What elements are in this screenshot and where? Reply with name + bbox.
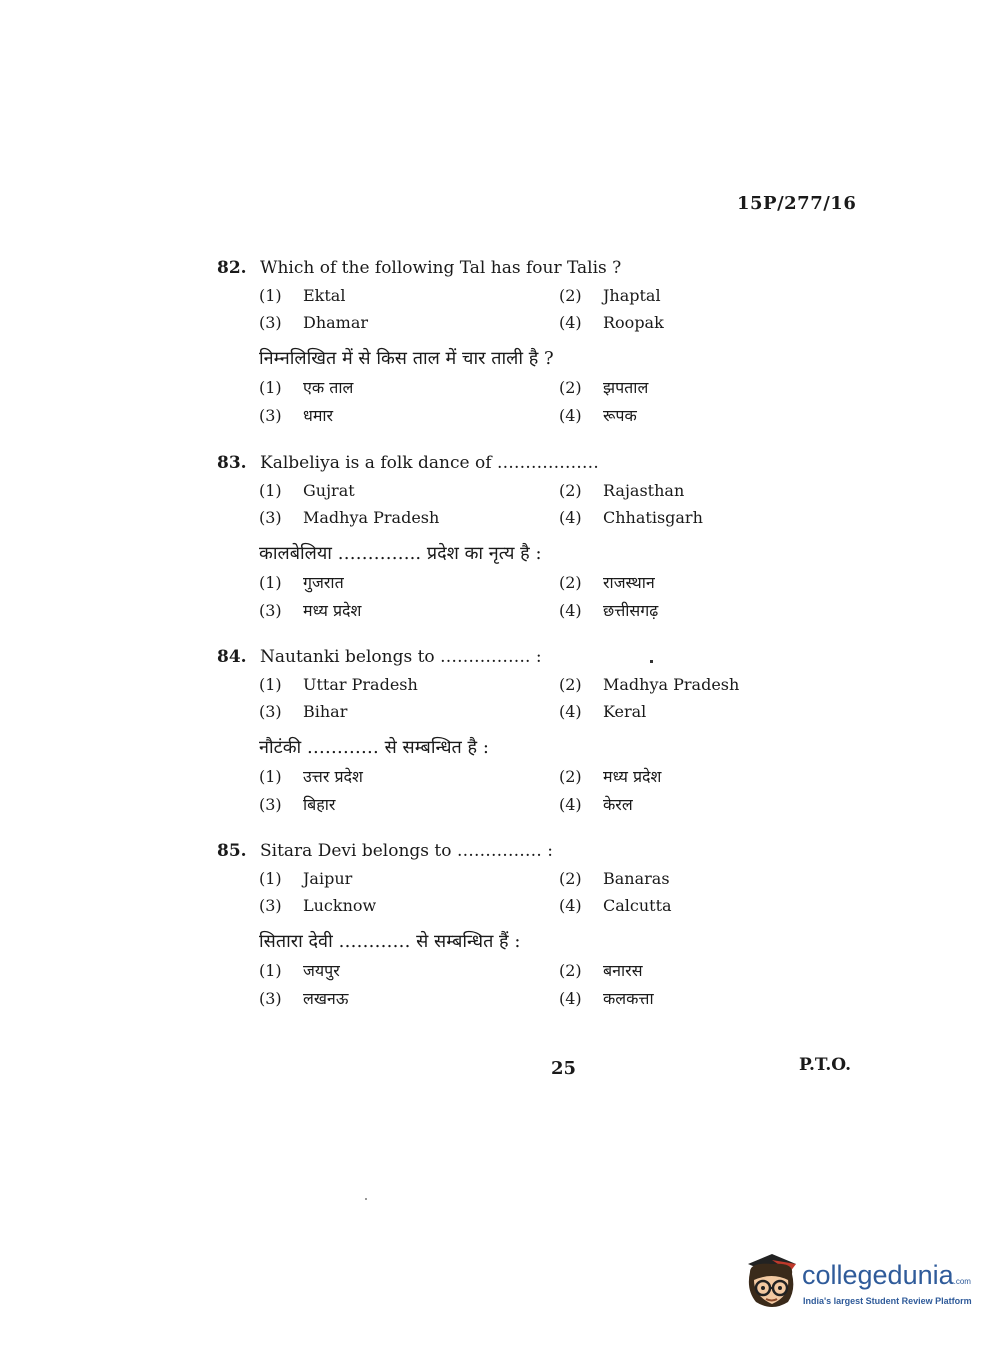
option-3-hi: (3) बिहार	[259, 795, 336, 814]
pto-label: P.T.O.	[799, 1055, 851, 1075]
option-3: (3) Madhya Pradesh	[259, 508, 440, 527]
question-number: 84.	[217, 647, 247, 667]
question-number: 82.	[217, 258, 247, 278]
options-hi	[259, 959, 777, 1015]
option-4: (4) Chhatisgarh	[559, 508, 703, 527]
option-4: (4) Roopak	[559, 313, 664, 332]
option-3-hi: (3) मध्य प्रदेश	[259, 601, 362, 620]
option-1: (1) Jaipur	[259, 869, 353, 888]
option-1: (1) Ektal	[259, 286, 346, 305]
option-1-hi: (1) गुजरात	[259, 573, 344, 592]
option-2-hi: (2) राजस्थान	[559, 573, 655, 592]
question-83	[217, 453, 777, 627]
question-text-en: Kalbeliya is a folk dance of ………………	[260, 453, 599, 473]
question-82	[217, 258, 777, 432]
option-3-hi: (3) लखनऊ	[259, 989, 349, 1008]
option-3: (3) Dhamar	[259, 313, 369, 332]
options-en	[259, 869, 777, 923]
option-4: (4) Calcutta	[559, 896, 672, 915]
option-2: (2) Banaras	[559, 869, 670, 888]
page-number: 25	[551, 1058, 577, 1079]
option-4-hi: (4) छत्तीसगढ़	[559, 601, 659, 620]
option-2-hi: (2) मध्य प्रदेश	[559, 767, 662, 786]
option-1: (1) Uttar Pradesh	[259, 675, 418, 694]
question-text-hi: निम्नलिखित में से किस ताल में चार ताली है ?	[259, 348, 554, 369]
option-1-hi: (1) उत्तर प्रदेश	[259, 767, 363, 786]
options-en	[259, 675, 777, 729]
option-1-hi: (1) एक ताल	[259, 378, 354, 397]
option-3: (3) Lucknow	[259, 896, 377, 915]
question-text-hi: कालबेलिया ………….. प्रदेश का नृत्य है :	[259, 543, 542, 564]
option-4-hi: (4) रूपक	[559, 406, 637, 425]
options-hi	[259, 571, 777, 627]
paper-code: 15P/277/16	[737, 193, 857, 214]
question-text-hi: नौटंकी ………… से सम्बन्धित है :	[259, 737, 489, 758]
options-en	[259, 286, 777, 340]
options-hi	[259, 765, 777, 821]
option-3-hi: (3) धमार	[259, 406, 334, 425]
question-text-en: Nautanki belongs to ……………. :	[260, 647, 542, 667]
graduate-mascot-icon	[742, 1250, 800, 1312]
question-84	[217, 647, 777, 821]
question-text-hi: सितारा देवी ………… से सम्बन्धित हैं :	[259, 931, 521, 952]
collegedunia-logo	[742, 1250, 972, 1320]
option-1-hi: (1) जयपुर	[259, 961, 340, 980]
option-2: (2) Rajasthan	[559, 481, 685, 500]
option-4: (4) Keral	[559, 702, 647, 721]
option-4-hi: (4) केरल	[559, 795, 633, 814]
options-en	[259, 481, 777, 535]
stray-mark	[650, 660, 653, 663]
brand-name: collegedunia.com	[802, 1260, 971, 1290]
option-3: (3) Bihar	[259, 702, 348, 721]
option-4-hi: (4) कलकत्ता	[559, 989, 654, 1008]
brand-tagline: India's largest Student Review Platform	[803, 1296, 972, 1306]
question-number: 83.	[217, 453, 247, 473]
question-text-en: Sitara Devi belongs to …………… :	[260, 841, 554, 861]
option-2-hi: (2) झपताल	[559, 378, 649, 397]
option-2-hi: (2) बनारस	[559, 961, 643, 980]
question-text-en: Which of the following Tal has four Talis ?	[260, 258, 622, 278]
stray-mark	[365, 1198, 367, 1200]
question-number: 85.	[217, 841, 247, 861]
question-85	[217, 841, 777, 1015]
options-hi	[259, 376, 777, 432]
option-1: (1) Gujrat	[259, 481, 355, 500]
option-2: (2) Madhya Pradesh	[559, 675, 740, 694]
option-2: (2) Jhaptal	[559, 286, 661, 305]
